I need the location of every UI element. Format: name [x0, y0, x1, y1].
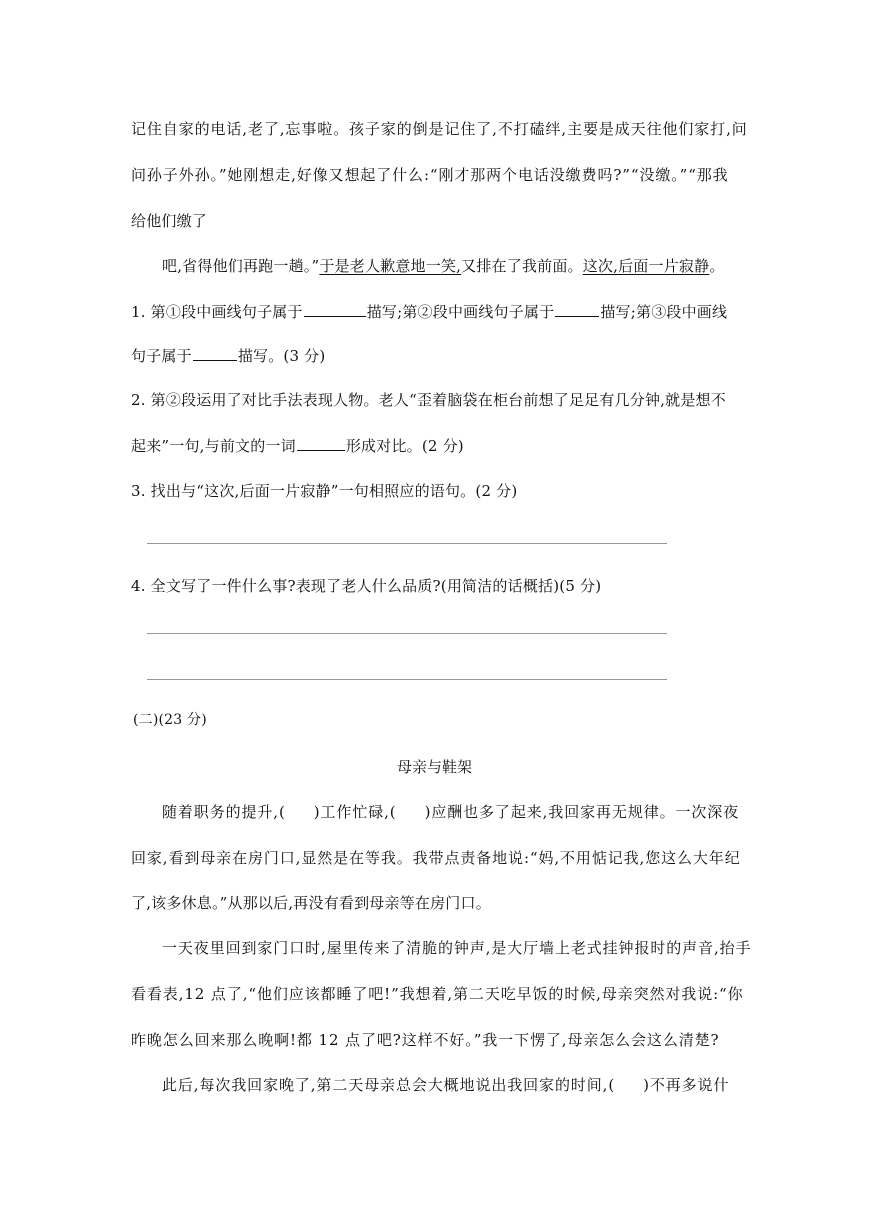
passage-text: 又排在了我前面。: [461, 257, 583, 275]
underlined-sentence: 这次,后面一片寂静: [582, 257, 710, 275]
question-4: 4. 全文写了一件什么事?表现了老人什么品质?(用简洁的话概括)(5 分): [131, 577, 602, 595]
question-1-line-2: [131, 346, 325, 366]
question-2-line-1: 2. 第②段运用了对比手法表现人物。老人“歪着脑袋在柜台前想了足足有几分钟,就是想不: [131, 391, 726, 409]
paragraph-1-line-1: [162, 802, 739, 822]
paragraph-1-line-3: 了,该多休息。”从那以后,再没有看到母亲等在房门口。: [131, 894, 491, 912]
passage-text: 。: [709, 257, 725, 275]
answer-blank[interactable]: [555, 302, 599, 317]
passage-text: 工作忙碌,: [320, 803, 390, 821]
question-text: 描写;第③段中画线: [600, 303, 728, 321]
answer-line[interactable]: [147, 679, 667, 680]
question-text: 形成对比。(2 分): [345, 437, 464, 455]
blank-paren-open: (: [608, 1076, 616, 1094]
blank-paren-close: ): [424, 803, 432, 821]
question-text: 起来”一句,与前文的一词: [131, 437, 296, 455]
paragraph-2-line-2: 看看表,12 点了,“他们应该都睡了吧!”我想着,第二天吃早饭的时候,母亲突然对我说:“你: [131, 985, 744, 1003]
passage-text: 此后,每次我回家晚了,第二天母亲总会大概地说出我回家的时间,: [162, 1076, 609, 1094]
paragraph-2-line-1: 一天夜里回到家门口时,屋里传来了清脆的钟声,是大厅墙上老式挂钟报时的声音,抬手: [162, 939, 752, 957]
answer-line[interactable]: [147, 633, 667, 634]
answer-blank[interactable]: [297, 436, 345, 451]
question-1-number: 1. 第①段中画线句子属于: [131, 303, 303, 321]
blank-paren-open: (: [389, 803, 397, 821]
paragraph-2-line-3: 昨晚怎么回来那么晚啊!都 12 点了吧?这样不好。”我一下愣了,母亲怎么会这么清楚?: [131, 1031, 720, 1049]
blank-paren-open: (: [278, 803, 286, 821]
question-2-line-2: [131, 436, 464, 456]
underlined-sentence: 于是老人歉意地一笑,: [319, 257, 462, 275]
question-text: 描写。(3 分): [237, 347, 326, 365]
passage-text: 不再多说什: [649, 1076, 730, 1094]
paragraph-1-line-2: 回家,看到母亲在房门口,显然是在等我。我带点责备地说:“妈,不用惦记我,您这么大年纪: [131, 849, 741, 867]
question-text: 描写;第②段中画线句子属于: [366, 303, 555, 321]
answer-line[interactable]: [147, 543, 667, 544]
passage-line-1: 记住自家的电话,老了,忘事啦。孩子家的倒是记住了,不打磕绊,主要是成天往他们家打,问: [131, 120, 748, 138]
passage-text: 应酬也多了起来,我回家再无规律。一次深夜: [431, 803, 740, 821]
blank-paren-close: ): [313, 803, 321, 821]
passage-text: 吧,省得他们再跑一趟。”: [162, 257, 320, 275]
question-text: 句子属于: [131, 347, 192, 365]
section-header: (二)(23 分): [133, 712, 207, 728]
passage-text: 随着职务的提升,: [162, 803, 279, 821]
answer-blank[interactable]: [304, 302, 366, 317]
answer-blank[interactable]: [193, 346, 237, 361]
blank-paren-close: ): [643, 1076, 650, 1094]
passage-line-3: 给他们缴了: [131, 212, 208, 230]
passage-title: 母亲与鞋架: [396, 758, 472, 776]
passage-line-2: 问孙子外孙。”她刚想走,好像又想起了什么:“刚才那两个电话没缴费吗?”“没缴。”“那我: [131, 166, 729, 184]
question-3: 3. 找出与“这次,后面一片寂静”一句相照应的语句。(2 分): [131, 482, 518, 500]
question-1-line-1: [131, 302, 727, 322]
passage-line-4: [162, 256, 725, 276]
paragraph-3-line-1: [162, 1075, 729, 1095]
